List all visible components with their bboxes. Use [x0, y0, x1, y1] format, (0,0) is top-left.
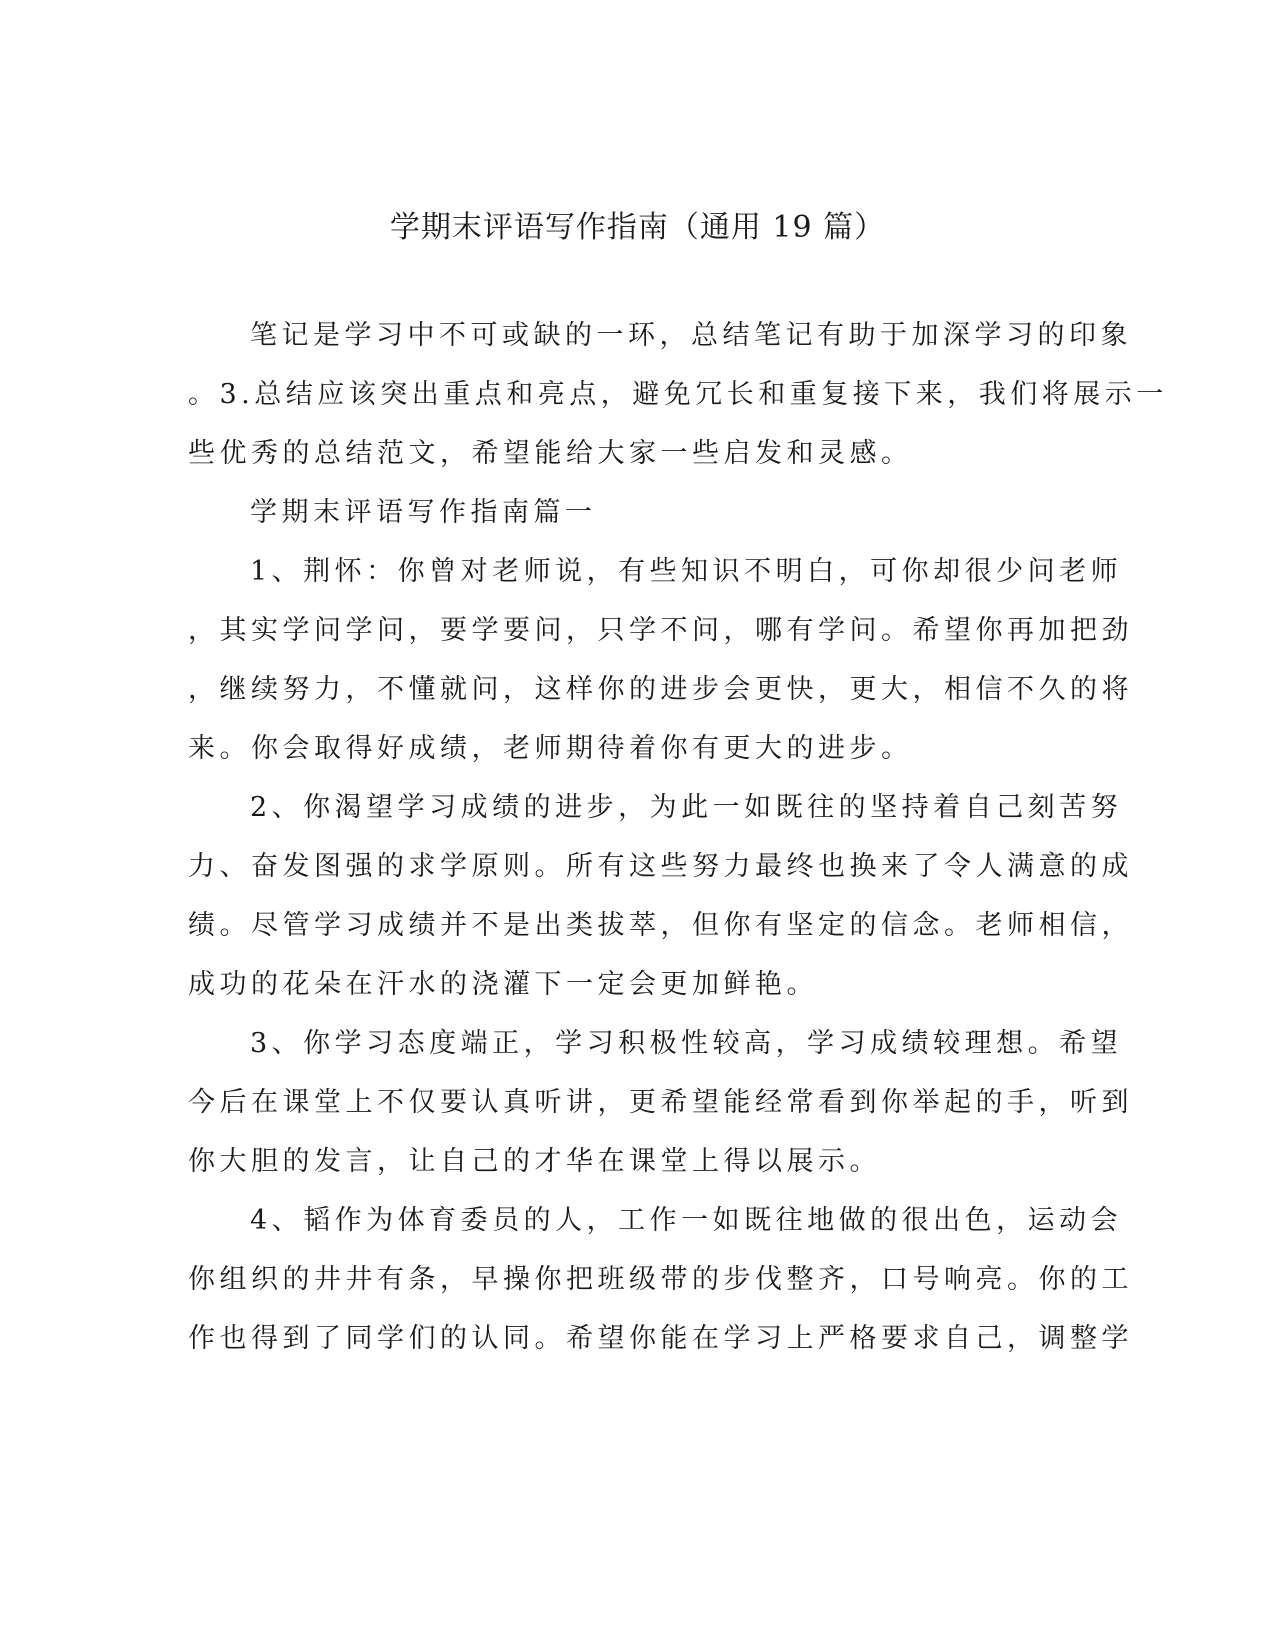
body-line: 成功的花朵在汗水的浇灌下一定会更加鲜艳。: [188, 969, 818, 1000]
body-line: ，继续努力，不懂就问，这样你的进步会更快，更大，相信不久的将: [188, 674, 1133, 705]
body-line: 3、你学习态度端正，学习积极性较高，学习成绩较理想。希望: [250, 1028, 1123, 1059]
section-heading: 学期末评语写作指南篇一: [250, 497, 597, 528]
body-line: 2、你渴望学习成绩的进步，为此一如既往的坚持着自己刻苦努: [250, 792, 1123, 823]
body-line: 绩。尽管学习成绩并不是出类拔萃，但你有坚定的信念。老师相信，: [188, 910, 1133, 941]
body-line: 你组织的井井有条，早操你把班级带的步伐整齐，口号响亮。你的工: [188, 1264, 1133, 1295]
body-line: 今后在课堂上不仅要认真听讲，更希望能经常看到你举起的手，听到: [188, 1087, 1133, 1118]
body-line: 来。你会取得好成绩，老师期待着你有更大的进步。: [188, 733, 913, 764]
body-line: 。3.总结应该突出重点和亮点，避免冗长和重复接下来，我们将展示一: [188, 379, 1168, 410]
document-title: 学期末评语写作指南（通用 19 篇）: [389, 210, 886, 245]
body-line: 作也得到了同学们的认同。希望你能在学习上严格要求自己，调整学: [188, 1323, 1133, 1354]
body-line: 1、荆怀：你曾对老师说，有些知识不明白，可你却很少问老师: [250, 556, 1123, 587]
body-line: 你大胆的发言，让自己的才华在课堂上得以展示。: [188, 1146, 881, 1177]
body-line: ，其实学问学问，要学要问，只学不问，哪有学问。希望你再加把劲: [188, 615, 1133, 646]
body-line: 些优秀的总结范文，希望能给大家一些启发和灵感。: [188, 438, 913, 469]
body-line: 笔记是学习中不可或缺的一环，总结笔记有助于加深学习的印象: [250, 320, 1132, 351]
body-line: 力、奋发图强的求学原则。所有这些努力最终也换来了令人满意的成: [188, 851, 1133, 882]
body-line: 4、韬作为体育委员的人，工作一如既往地做的很出色，运动会: [250, 1205, 1123, 1236]
